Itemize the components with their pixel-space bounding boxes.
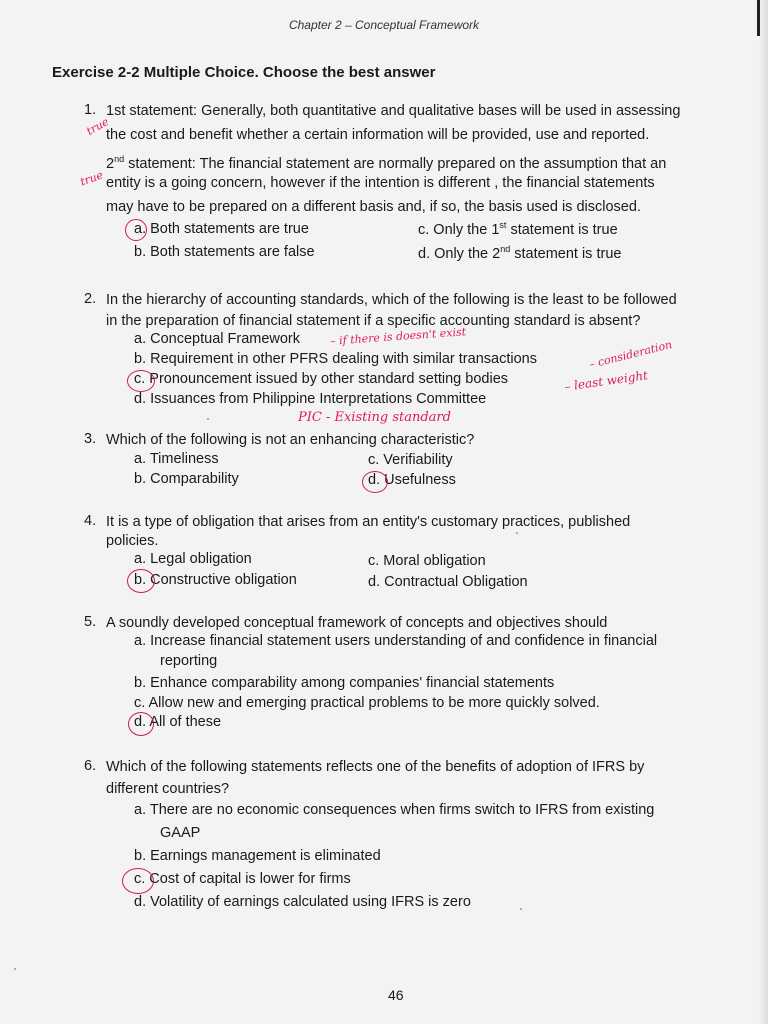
q4-line2: policies. <box>106 533 159 549</box>
q5-option-a-line1: a. Increase financial statement users understanding of and confidence in financial <box>134 633 658 649</box>
q2-answer-circle <box>127 370 155 392</box>
q2-note-a: – if there is doesn't exist <box>329 325 467 348</box>
q1-option-a: a. Both statements are true <box>134 221 309 237</box>
q4-number: 4. <box>84 513 97 529</box>
q1-line5: may have to be prepared on a different basis and, if so, the basis used is disclosed. <box>106 199 641 215</box>
q1-line2: the cost and benefit whether a certain information will be provided, use and reported. <box>106 127 650 143</box>
q3-number: 3. <box>84 431 97 447</box>
q3-answer-circle <box>362 471 388 493</box>
q6-option-a-line1: a. There are no economic consequences when firms switch to IFRS from existing <box>134 802 655 818</box>
q1-option-b: b. Both statements are false <box>134 244 315 260</box>
q6-answer-circle <box>122 868 154 894</box>
q2-note-c: – least weight <box>563 368 649 394</box>
q4-answer-circle <box>127 569 155 593</box>
q1-option-c: c. Only the 1st statement is true <box>418 220 618 238</box>
q5-number: 5. <box>84 614 97 630</box>
q6-option-d: d. Volatility of earnings calculated using IFRS is zero <box>134 894 471 910</box>
q2-option-c: c. Pronouncement issued by other standard setting bodies <box>134 371 509 387</box>
page-number: 46 <box>388 987 404 1003</box>
q1-answer-circle <box>125 219 147 241</box>
q5-line1: A soundly developed conceptual framework of concepts and objectives should <box>106 615 608 631</box>
chapter-header: Chapter 2 – Conceptual Framework <box>288 18 480 32</box>
q2-note-d: PIC - Existing standard <box>298 410 451 425</box>
q1-handwritten-note2: true <box>78 168 105 189</box>
q1-handwritten-note1: true <box>84 115 111 138</box>
scan-speck <box>14 968 16 970</box>
q4-option-c: c. Moral obligation <box>368 553 486 569</box>
q6-line1: Which of the following statements reflects one of the benefits of adoption of IFRS by <box>106 759 645 775</box>
exercise-title: Exercise 2-2 Multiple Choice. Choose the best answer <box>52 64 436 81</box>
q5-option-d: d. All of these <box>134 714 222 730</box>
q5-option-c: c. Allow new and emerging practical problems to be more quickly solved. <box>134 695 600 711</box>
q6-line2: different countries? <box>106 781 230 797</box>
q1-line1: 1st statement: Generally, both quantitative and qualitative bases will be used in assessing <box>106 103 681 119</box>
q3-option-b: b. Comparability <box>134 471 239 487</box>
q2-number: 2. <box>84 291 97 307</box>
q5-answer-circle <box>128 712 154 736</box>
q6-option-c: c. Cost of capital is lower for firms <box>134 871 351 887</box>
q2-option-a: a. Conceptual Framework <box>134 331 301 347</box>
q2-option-b: b. Requirement in other PFRS dealing with similar transactions <box>134 351 537 367</box>
scan-speck <box>520 908 522 910</box>
page-edge <box>758 0 768 1024</box>
q1-line3: 2nd statement: The financial statement are normally prepared on the assumption that an <box>106 154 667 172</box>
q4-option-a: a. Legal obligation <box>134 551 252 567</box>
q1-number: 1. <box>84 102 97 118</box>
q5-option-b: b. Enhance comparability among companies' financial statements <box>134 675 555 691</box>
q2-option-d: d. Issuances from Philippine Interpretations Committee <box>134 391 487 407</box>
q4-option-b: b. Constructive obligation <box>134 572 297 588</box>
q3-option-c: c. Verifiability <box>368 452 453 468</box>
q2-line2: in the preparation of financial statement if a specific accounting standard is absent? <box>106 313 641 329</box>
q6-number: 6. <box>84 758 97 774</box>
q3-option-a: a. Timeliness <box>134 451 219 467</box>
q4-line1: It is a type of obligation that arises from an entity's customary practices, published <box>106 514 631 530</box>
q4-option-d: d. Contractual Obligation <box>368 574 528 590</box>
scan-speck <box>207 418 209 420</box>
q2-note-b: – consideration <box>587 337 674 372</box>
q1-line4: entity is a going concern, however if the intention is different , the financial statements <box>106 175 655 191</box>
q5-option-a-line2: reporting <box>160 653 218 669</box>
q2-line1: In the hierarchy of accounting standards, which of the following is the least to be followed <box>106 292 677 308</box>
q6-option-b: b. Earnings management is eliminated <box>134 848 381 864</box>
q6-option-a-line2: GAAP <box>160 825 201 841</box>
q1-option-d: d. Only the 2nd statement is true <box>418 244 622 262</box>
q3-line1: Which of the following is not an enhancing characteristic? <box>106 432 475 448</box>
scan-speck <box>516 532 518 534</box>
q3-option-d: d. Usefulness <box>368 472 456 488</box>
